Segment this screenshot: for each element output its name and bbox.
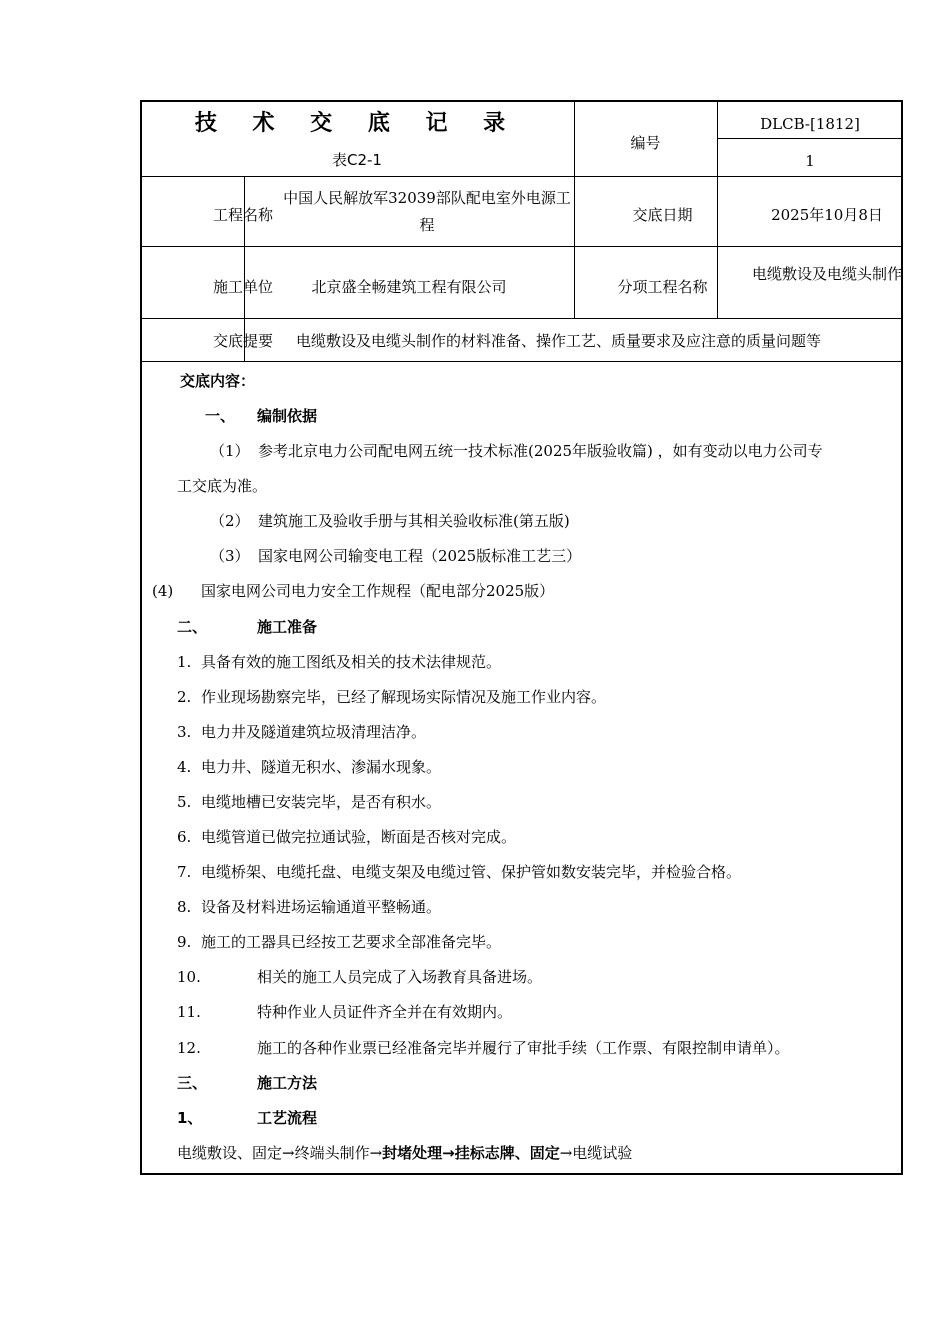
list-item: 工交底为准。 [177,477,268,495]
list-item: 相关的施工人员完成了入场教育具备进场。 [257,968,543,986]
list-item-number: 1. [177,653,192,671]
process-flow-part: →电缆试验 [559,1144,633,1162]
list-item-number: 3. [177,723,192,741]
list-item: 国家电网公司电力安全工作规程（配电部分2025版） [201,582,555,600]
list-item-number: 4. [177,758,192,776]
list-item-number: 6. [177,828,192,846]
construction-unit-value: 北京盛全畅建筑工程有限公司 [311,278,507,296]
page-number: 1 [805,152,815,170]
summary-value: 电缆敷设及电缆头制作的材料准备、操作工艺、质量要求及应注意的质量问题等 [296,332,822,350]
form-code: 表C2-1 [332,151,382,169]
list-item-number: 10. [177,968,201,986]
list-item-number: 8. [177,898,192,916]
list-item-number: （2） [210,512,250,530]
summary-label: 交底提要 [212,332,273,350]
content-heading: 交底内容： [180,372,256,390]
list-item: 电缆地槽已安装完毕，是否有积水。 [201,793,442,811]
list-item: 具备有效的施工图纸及相关的技术法律规范。 [201,653,502,671]
list-item: 参考北京电力公司配电网五统一技术标准(2025年版验收篇) ，如有变动以电力公司专 [258,442,823,460]
list-item-number: （1） [210,442,250,460]
list-item: 特种作业人员证件齐全并在有效期内。 [257,1003,513,1021]
row-divider [140,361,903,362]
disclosure-date-label: 交底日期 [632,206,693,224]
process-flow-part: 电缆敷设、固定→终端头制作→ [177,1144,383,1162]
list-item: 电缆管道已做完拉通试验，断面是否核对完成。 [201,828,517,846]
list-item-number: （3） [210,547,250,565]
list-item: 施工的工器具已经按工艺要求全部准备完毕。 [201,933,502,951]
subsection-number: 1、 [177,1109,203,1127]
section3-title: 施工方法 [257,1074,318,1092]
list-item: 国家电网公司输变电工程（2025版标准工艺三） [258,547,582,565]
section1-title: 编制依据 [257,407,318,425]
section1-number: 一、 [205,407,236,425]
list-item-number: 5. [177,793,192,811]
sub-project-value: 电缆敷设及电缆头制作 [752,265,903,283]
section2-title: 施工准备 [257,618,318,636]
list-item: 电缆桥架、电缆托盘、电缆支架及电缆过管、保护管如数安装完毕，并检验合格。 [201,863,742,881]
row-divider [140,318,903,319]
list-item-number: 2. [177,688,192,706]
list-item-number: 12. [177,1039,201,1057]
list-item: 设备及材料进场运输通道平整畅通。 [201,898,442,916]
project-name-value: 中国人民解放军32039部队配电室外电源工程 [283,189,571,234]
list-item-number: 9. [177,933,192,951]
list-item: 电力井、隧道无积水、渗漏水现象。 [201,758,442,776]
list-item: 施工的各种作业票已经准备完毕并履行了审批手续（工作票、有限控制申请单）。 [257,1039,790,1057]
list-item: 电力井及隧道建筑垃圾清理洁净。 [201,723,427,741]
project-name-label: 工程名称 [212,206,273,224]
disclosure-date-value: 2025年10月8日 [771,206,883,224]
number-value: DLCB-[1812] [760,115,860,133]
row-divider [140,246,903,247]
list-item-number: (4) [152,582,174,600]
construction-unit-label: 施工单位 [212,278,273,296]
subsection-title: 工艺流程 [257,1109,318,1127]
document-title: 技 术 交 底 记 录 [194,111,520,136]
section2-number: 二、 [177,618,208,636]
list-item: 建筑施工及验收手册与其相关验收标准(第五版) [258,512,570,530]
row-divider [717,138,903,139]
list-item: 作业现场勘察完毕，已经了解现场实际情况及施工作业内容。 [201,688,607,706]
section3-number: 三、 [177,1074,208,1092]
sub-project-label: 分项工程名称 [617,278,708,296]
list-item-number: 7. [177,863,192,881]
list-item-number: 11. [177,1003,201,1021]
process-flow-part: 封堵处理→挂标志牌、固定 [382,1144,560,1162]
number-label: 编号 [630,134,661,152]
process-flow [177,1142,632,1164]
row-divider [140,176,903,177]
